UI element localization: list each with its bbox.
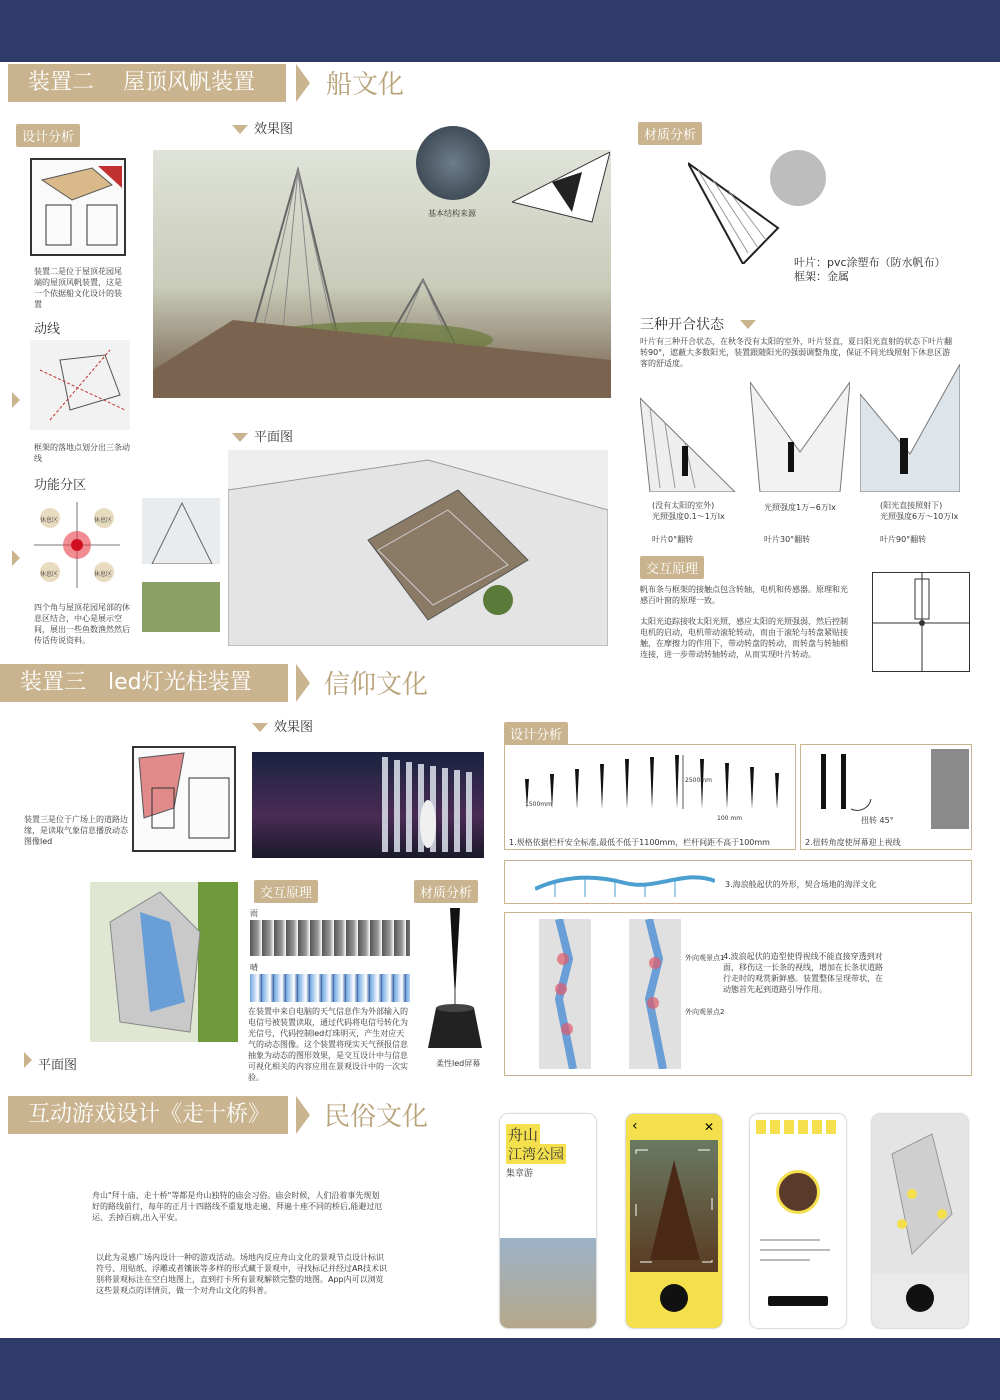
app-map-view[interactable] — [872, 1114, 968, 1274]
s2-interact-p1: 帆布条与框架的接触点包含转轴，电机和传感器。原理和光感百叶窗的原理一致。 — [640, 585, 848, 605]
s2-material-leaf: 叶片：pvc涂塑布（防水帆布） — [794, 256, 946, 269]
s3-sunny-pattern — [250, 974, 410, 1002]
s2-effect-text: 效果图 — [254, 122, 294, 137]
s2-flow-title: 动线 — [34, 322, 61, 337]
s3-desc: 装置三是位于广场上的道路边缘，是读取气象信息播放动态图像led — [24, 815, 128, 846]
s2-state-1-render — [640, 378, 740, 492]
zone-label: 休息区 — [40, 517, 59, 524]
s3-design-box-1 — [504, 744, 796, 850]
section4-banner: 互动游戏设计《走十桥》 — [8, 1096, 288, 1134]
s2-plan-drawing — [228, 450, 608, 646]
s3-site-diagram — [132, 746, 236, 852]
s2-sail-sketch — [512, 152, 610, 232]
s3-design-box-2 — [800, 744, 972, 850]
app-aerial-photo — [500, 1238, 596, 1328]
s3-rain-pattern — [250, 920, 410, 956]
stamp-back-button[interactable] — [768, 1296, 828, 1306]
s3-rain-label: 雨 — [250, 909, 258, 918]
s3-plan-map — [90, 882, 238, 1042]
s2-plan-text: 平面图 — [254, 430, 294, 445]
s2-plan-label — [232, 426, 293, 445]
app-screen-ar-scan[interactable] — [626, 1114, 722, 1328]
s3-effect-night-render — [252, 752, 484, 858]
s2-state-2-cond: 光照强度1万~6万lx — [764, 503, 836, 512]
s3-material-tag: 材质分析 — [414, 880, 478, 903]
s2-state-1-cond: (没有太阳的室外) 光照强度0.1～1万lx — [652, 501, 725, 521]
scan-button-icon[interactable] — [660, 1284, 688, 1312]
app-title-line1: 舟山 — [508, 1126, 539, 1144]
s2-desc: 装置二是位于屋顶花园尾端的屋顶风帆装置，这是一个依据船文化设计的装置 — [34, 267, 122, 309]
section4-culture-title: 民俗文化 — [324, 1102, 429, 1132]
app-title-line2: 江湾公园 — [506, 1144, 566, 1164]
section2-culture-title: 船文化 — [326, 70, 405, 100]
zone-label: 休息区 — [94, 571, 113, 578]
section3-banner: 装置三 led灯光柱装置 — [0, 664, 288, 702]
s2-flow-desc: 框架的落地点划分出三条动线 — [34, 443, 130, 463]
s2-state-3-cond: (阳光直接照射下) 光照强度6万～10万lx — [880, 501, 959, 521]
s3-material-caption: 柔性led屏幕 — [436, 1059, 481, 1068]
poster-board — [0, 62, 1000, 1338]
s2-state-2-angle: 叶片30°翻转 — [764, 535, 811, 544]
app-subtitle: 集章游 — [506, 1169, 534, 1179]
s2-interact-tag: 交互原理 — [640, 556, 704, 579]
s2-zone-diagram — [34, 502, 120, 588]
s3-plan-pointer-icon — [24, 1052, 32, 1068]
s2-fabric-swatch — [770, 150, 826, 206]
stamp-detail-lines — [760, 1234, 836, 1274]
s2-section-render-2 — [142, 582, 220, 632]
s3-design-box-4 — [504, 912, 972, 1076]
s3-view2-label: 外向观景点2 — [685, 1008, 725, 1016]
stamp-badge-icon — [776, 1170, 820, 1214]
triangle-down-icon — [232, 125, 248, 134]
s3-rotate-label: 扭转 45° — [861, 816, 894, 825]
s3-note1: 1.规格依据栏杆安全标准,最低不低于1100mm，栏杆间距不高于100mm — [509, 838, 770, 847]
s2-design-analysis-tag: 设计分析 — [16, 124, 80, 147]
s3-view1-label: 外向观景点1 — [685, 954, 725, 962]
s2-material-frame: 框架：金属 — [794, 270, 849, 283]
s2-state-3-angle: 叶片90°翻转 — [880, 535, 927, 544]
stamp-progress-row — [756, 1120, 840, 1134]
s3-view-map-1 — [539, 919, 591, 1069]
s3-angle-photo — [931, 749, 969, 829]
s3-plan-label: 平面图 — [38, 1058, 78, 1073]
back-icon[interactable]: ‹ — [632, 1118, 638, 1134]
s3-note2: 2.扭转角度使屏幕迎上视线 — [805, 838, 901, 847]
zone-label: 休息区 — [40, 571, 59, 578]
s2-ship-structure-photo — [416, 126, 490, 200]
s2-zone-pointer-icon — [12, 550, 20, 566]
s2-site-diagram — [30, 158, 126, 256]
s2-state-1-angle: 叶片0°翻转 — [652, 535, 694, 544]
s3-view-map-2 — [629, 919, 681, 1069]
s2-effect-label — [232, 118, 293, 137]
s2-states-title: 三种开合状态 — [640, 317, 724, 333]
triangle-down-icon — [252, 723, 268, 732]
app-screen-stamp[interactable] — [750, 1114, 846, 1328]
app-screen-home — [500, 1114, 596, 1328]
section2-arrow-icon — [296, 64, 310, 102]
s3-effect-text: 效果图 — [274, 720, 314, 735]
s3-effect-label — [252, 716, 313, 735]
zone-label: 休息区 — [94, 517, 113, 524]
s2-mechanism-diagram — [872, 572, 970, 672]
section2-banner: 装置二 屋顶风帆装置 — [8, 64, 286, 102]
s2-struct-caption: 基本结构来源 — [428, 209, 476, 218]
s3-interact-desc: 在装置中来自电脑的天气信息作为外部输入的电信号被装置读取，通过代码将电信号转化为光信号，代码控制led灯珠明灭，产生对应天气的动态图像。这个装置将现实天气预报信息抽象为动态的图形效果，是交互设计中与信息可视化相关的内容应用在景观设计中的一次实验。 — [248, 1007, 408, 1082]
s2-section-render-1 — [142, 498, 220, 564]
s3-material-render — [422, 908, 488, 1048]
scan-button-icon[interactable] — [906, 1284, 934, 1312]
s2-state-3-render — [860, 364, 960, 492]
app-screen-map[interactable] — [872, 1114, 968, 1328]
s3-interact-tag: 交互原理 — [254, 880, 318, 903]
s3-design-analysis-tag: 设计分析 — [504, 722, 568, 745]
close-icon[interactable]: ✕ — [704, 1120, 715, 1134]
s2-material-tag: 材质分析 — [638, 122, 702, 145]
s2-flow-diagram — [30, 340, 130, 430]
s2-interact-p2: 太阳光追踪接收太阳光照，感应太阳的光照强弱，然后控制电机的启动，电机带动滚轮转动，而由于滚轮与转盘紧贴接触，在摩擦力的作用下，带动转盘的转动，而转盘与转轴相连接，进一步带动转轴转动，从而实现叶片转动。 — [640, 617, 848, 659]
s2-flow-pointer-icon — [12, 392, 20, 408]
ar-camera-view — [630, 1140, 718, 1272]
triangle-down-icon — [232, 433, 248, 442]
s2-state-2-render — [750, 372, 850, 492]
s3-sunny-label: 晴 — [250, 963, 258, 972]
dim-label: 1500mm — [525, 801, 552, 808]
s4-p1: 舟山"拜十庙、走十桥"等都是舟山独特的庙会习俗。庙会时候，人们沿着事先规划好的路线前行，每年的正月十四路线不重复地走遍、拜遍十座不同的桥后,能避过厄运、丢掉百病,出入平安。 — [92, 1191, 383, 1222]
section3-arrow-icon — [296, 664, 310, 702]
s3-note3: 3.海浪般起伏的外形，契合场地的海洋文化 — [725, 880, 877, 889]
s2-zone-desc: 四个角与屋顶花园尾部的休息区结合，中心是展示空间，展出一些鱼数渔然然后传话传说资料。 — [34, 603, 130, 645]
dim-label: 2500mm — [685, 777, 712, 784]
dim-label: 100 mm — [717, 815, 743, 822]
s3-note4: 4.波浪起伏的造型使得视线不能直接穿透到对面，移伤这一长条的视线，增加在长条状道路行走时的观赏新鲜感。装置整体呈现带状，在动態首先起到道路引导作用。 — [723, 952, 883, 994]
s2-zone-title: 功能分区 — [34, 478, 87, 493]
section4-arrow-icon — [296, 1096, 310, 1134]
s4-p2: 以此为灵感广场内设计一种的游戏活动。场地内反应舟山文化的景观节点设计标识符号、用贴纸、浮雕或者镶嵌等多样的形式藏于景观中，寻找标记并经过AR技术识别将景观标注在空白地图上，直到打卡所有景观解锁完整的地图。App内可以浏览这些景观点的详情页，做一个对舟山文化的科普。 — [96, 1253, 388, 1295]
s2-states-desc: 叶片有三种开合状态，在秋冬没有太阳的室外，叶片竖直，夏日阳光直射的状态下叶片翻转90°，遮蔽大多数阳光，装置跟随阳光的强弱调整角度，保证不同光线照射下休息区游客的舒适度。 — [640, 337, 952, 368]
s3-design-box-3 — [504, 860, 972, 904]
section3-culture-title: 信仰文化 — [324, 670, 429, 700]
triangle-down-icon — [740, 320, 756, 329]
